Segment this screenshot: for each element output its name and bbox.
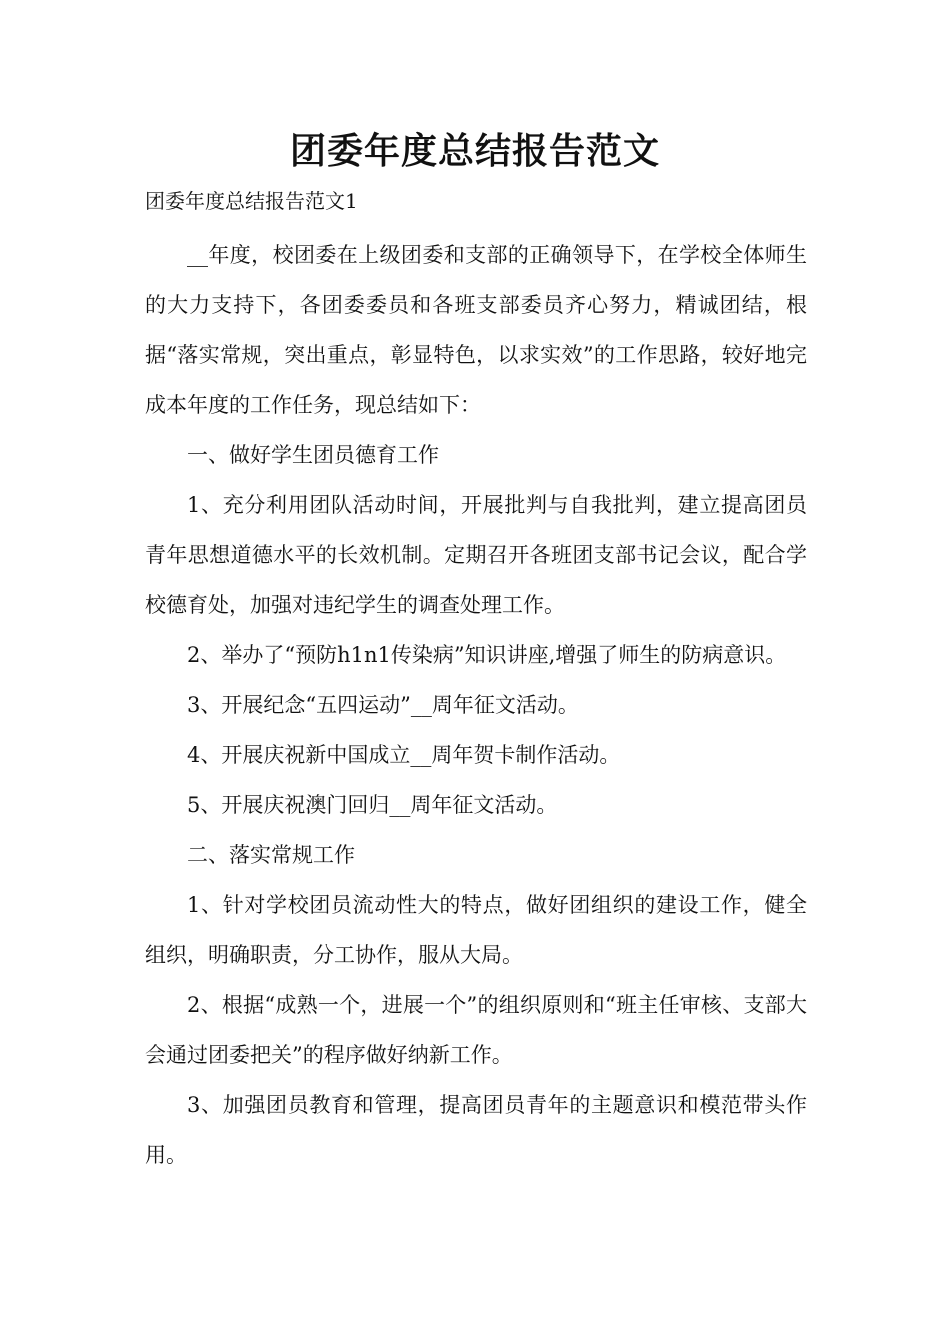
paragraph-1-3: 3、开展纪念“五四运动”__周年征文活动。 — [187, 693, 579, 717]
paragraph-1-5: 5、开展庆祝澳门回归__周年征文活动。 — [187, 793, 558, 817]
paragraph-1-2: 2、举办了“预防h1n1传染病”知识讲座,增强了师生的防病意识。 — [187, 643, 787, 667]
section-heading-1: 一、做好学生团员德育工作 — [187, 443, 439, 467]
paragraph-2-3: 3、加强团员教育和管理，提高团员青年的主题意识和模范带头作用。 — [145, 1093, 807, 1167]
document-body — [145, 230, 807, 1180]
paragraph-1-1: 1、充分利用团队活动时间，开展批判与自我批判，建立提高团员青年思想道德水平的长效机制。定期召开各班团支部书记会议，配合学校德育处，加强对违纪学生的调查处理工作。 — [145, 493, 807, 617]
document-title: 团委年度总结报告范文 — [289, 131, 660, 172]
paragraph-1-4: 4、开展庆祝新中国成立__周年贺卡制作活动。 — [187, 743, 621, 767]
paragraph-2-2: 2、根据“成熟一个，进展一个”的组织原则和“班主任审核、支部大会通过团委把关”的程序做好纳新工作。 — [145, 993, 807, 1067]
paragraph-2-1: 1、针对学校团员流动性大的特点，做好团组织的建设工作，健全组织，明确职责，分工协作，服从大局。 — [145, 893, 807, 967]
document-subtitle: 团委年度总结报告范文1 — [145, 189, 358, 213]
paragraph-intro: __年度，校团委在上级团委和支部的正确领导下，在学校全体师生的大力支持下，各团委委员和各班支部委员齐心努力，精诚团结，根据“落实常规，突出重点，彰显特色，以求实效”的工作思路，较好地完成本年度的工作任务，现总结如下： — [145, 243, 807, 417]
section-heading-2: 二、落实常规工作 — [187, 843, 355, 867]
